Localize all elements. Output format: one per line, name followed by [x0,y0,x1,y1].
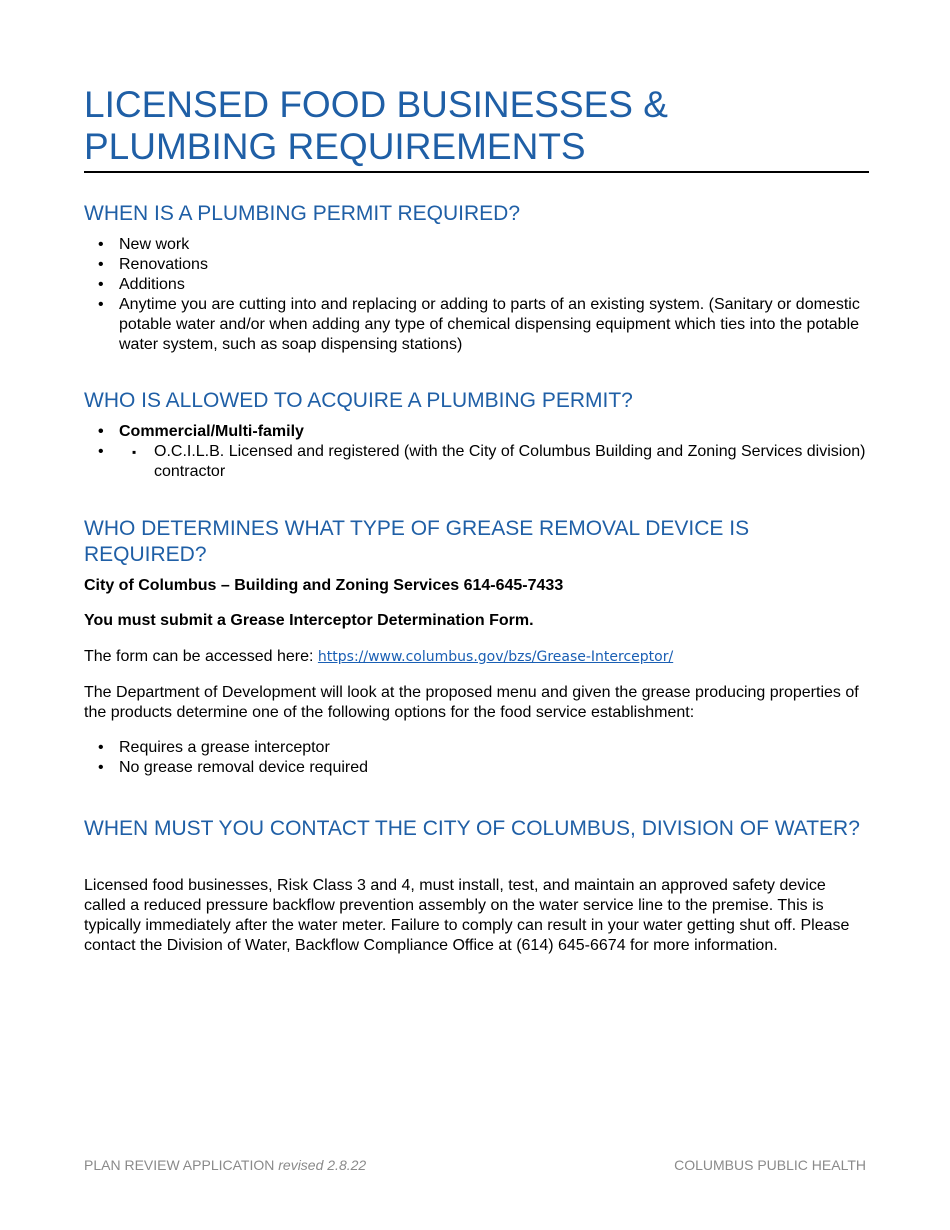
section-heading-division-of-water: WHEN MUST YOU CONTACT THE CITY OF COLUMBUS, DIVISION OF WATER? [84,817,860,840]
permit-required-list [84,235,869,355]
page-title [84,84,869,168]
grease-interceptor-link[interactable]: https://www.columbus.gov/bzs/Grease-Interceptor/ [317,649,674,665]
submit-form-notice: You must submit a Grease Interceptor Determination Form. [84,612,534,629]
division-of-water-body: Licensed food businesses, Risk Class 3 and 4, must install, test, and maintain an approved safety device called a reduced pressure backflow prevention assembly on the water service line to the premise. This is typically immediately after the water meter. Failure to comply can result in your water getting shut off. Please contact the Division of Water, Backflow Compliance Office at (614) 645-6674 for more information. [84,877,850,954]
title-line-1: LICENSED FOOD BUSINESSES & [84,84,668,125]
footer-app-name: PLAN REVIEW APPLICATION [84,1157,275,1173]
sub-list [84,442,869,482]
list-item: • New work [84,235,869,255]
list-item: • Requires a grease interceptor [84,738,869,758]
department-description: The Department of Development will look at the proposed menu and given the grease producing properties of the products determine one of the following options for the food service establishment: [84,684,859,721]
list-item: • Anytime you are cutting into and replacing or adding to parts of an existing system. (Sanitary or domestic potable water and/or when adding any type of chemical dispensing equipment which ties into the potable water system, such as soap dispensing stations) [84,295,869,355]
form-access-line [84,647,869,667]
list-item: • No grease removal device required [84,758,869,778]
sub-list-container [84,442,869,482]
section-heading-permit-required: WHEN IS A PLUMBING PERMIT REQUIRED? [84,202,521,225]
sub-list-item: ▪ • O.C.I.L.B. Licensed and registered (with the City of Columbus Building and Zoning Services division) contractor [84,442,869,482]
who-allowed-list [84,422,869,482]
list-item: • Commercial/Multi-family [84,422,869,442]
footer-left [84,1157,366,1173]
section-heading-grease-device: WHO DETERMINES WHAT TYPE OF GREASE REMOVAL DEVICE IS REQUIRED? [84,517,750,566]
section-heading-who-allowed: WHO IS ALLOWED TO ACQUIRE A PLUMBING PERMIT? [84,389,633,412]
list-item: • Additions [84,275,869,295]
list-item: • Renovations [84,255,869,275]
footer-revision: revised 2.8.22 [278,1157,367,1173]
footer-right: COLUMBUS PUBLIC HEALTH [674,1157,866,1173]
title-line-2: PLUMBING REQUIREMENTS [84,126,586,167]
form-access-text: The form can be accessed here: [84,648,318,665]
grease-options-list [84,738,869,778]
bzs-contact: City of Columbus – Building and Zoning Services 614-645-7433 [84,577,564,594]
title-divider [84,171,869,173]
